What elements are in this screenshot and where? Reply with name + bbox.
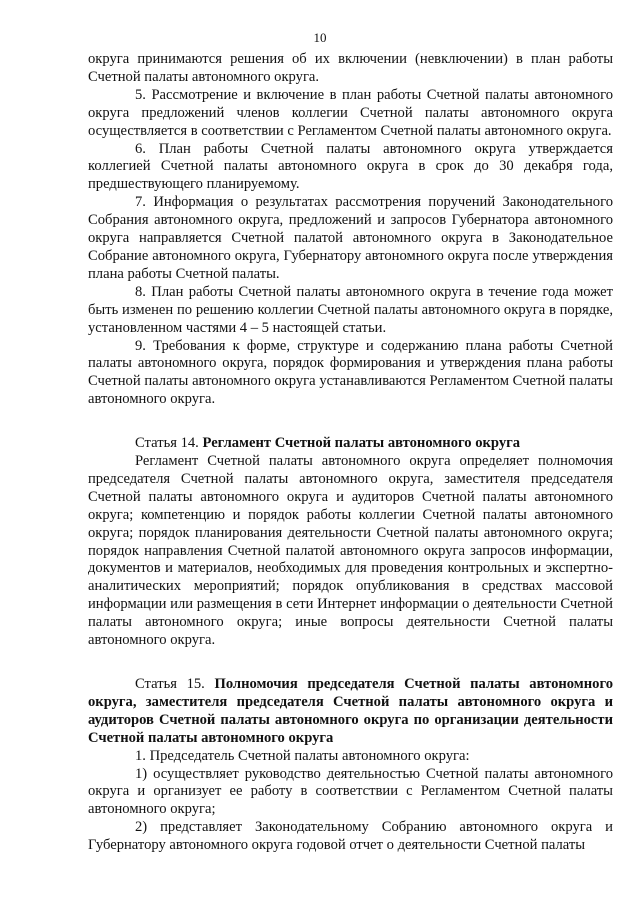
article-15-title: Полномочия председателя Счетной палаты автономного округа, заместителя председателя Счетной палаты автономного округа и аудиторов Счетной палаты автономного округа по организации деятельности Счетной палаты автономного округа (88, 676, 614, 746)
paragraph-item-7: 7. Информация о результатах рассмотрения поручений Законодательного Собрания автономного округа, предложений и запросов Губернатора автономного округа направляется Счетной палатой автономного округа в Законодательное Собрание автономного округа, Губернатору автономного округа после утверждения плана работы Счетной палаты. (88, 194, 613, 282)
document-body (88, 51, 613, 855)
article-15-subitem-1: 1) осуществляет руководство деятельностью Счетной палаты автономного округа и организует ее работу в соответствии с Регламентом Счетной палаты автономного округа; (88, 765, 613, 818)
paragraph-item-5: 5. Рассмотрение и включение в план работы Счетной палаты автономного округа предложений членов коллегии Счетной палаты автономного округа осуществляется в соответствии с Регламентом Счетной палаты автономного округа. (88, 86, 613, 139)
article-15-item-1: 1. Председатель Счетной палаты автономного округа: (135, 747, 470, 764)
paragraph-item-8: 8. План работы Счетной палаты автономного округа в течение года может быть изменен по решению коллегии Счетной палаты автономного округа в порядке, установленном частями 4 – 5 настоящей статьи. (88, 283, 613, 336)
article-14-prefix: Статья 14. (135, 435, 203, 452)
page-number: 10 (313, 30, 327, 45)
article-14-title: Регламент Счетной палаты автономного округа (202, 435, 521, 452)
article-15-heading (88, 676, 613, 748)
article-14-heading (88, 435, 613, 453)
article-15-subitem-2: 2) представляет Законодательному Собранию автономного округа и Губернатору автономного округа годовой отчет о деятельности Счетной палаты (88, 819, 613, 854)
paragraph-continuation: округа принимаются решения об их включении (невключении) в план работы Счетной палаты автономного округа. (88, 51, 613, 85)
paragraph-item-9: 9. Требования к форме, структуре и содержанию плана работы Счетной палаты автономного округа, порядок формирования и утверждения плана работы Счетной палаты автономного округа устанавливаются Регламентом Счетной палаты автономного округа. (88, 337, 613, 408)
paragraph-item-6: 6. План работы Счетной палаты автономного округа утверждается коллегией Счетной палаты автономного округа в срок до 30 декабря года, предшествующего планируемому. (88, 140, 613, 193)
article-14-text: Регламент Счетной палаты автономного округа определяет полномочия председателя Счетной палаты автономного округа, заместителя председателя Счетной палаты автономного округа и аудиторов Счетной палаты автономного округа; компетенцию и порядок работы коллегии Счетной палаты автономного округа; порядок планирования деятельности Счетной палаты автономного округа; порядок направления Счетной палатой автономного округа запросов информации, документов и материалов, необходимых для проведения контрольных и экспертно-аналитических мероприятий; порядок опубликования в средствах массовой информации или размещения в сети Интернет информации о деятельности Счетной палаты автономного округа; иные вопросы деятельности Счетной палаты автономного округа. (88, 453, 613, 649)
article-15-prefix: Статья 15. (135, 676, 215, 692)
